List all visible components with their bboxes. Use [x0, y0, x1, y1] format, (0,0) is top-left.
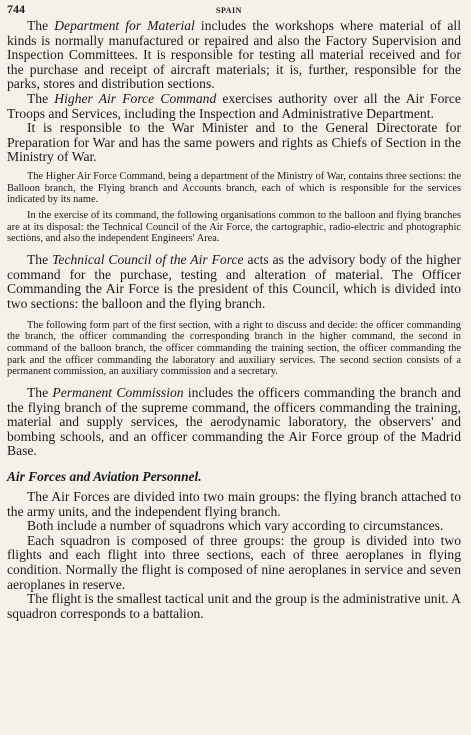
paragraph-tactical-unit: The flight is the smallest tactical unit and the group is the administrative unit. A squadron corresponds to a battalion.: [7, 591, 461, 621]
p2-body: exercises authority over all the Air Force Troops and Services, including the Inspection and Administrative Department.: [7, 90, 461, 121]
p4-lead: The: [27, 252, 53, 268]
running-title: SPAIN: [216, 6, 242, 15]
paragraph-higher-air-force-command: [7, 92, 461, 121]
p2-term: Higher Air Force Command: [54, 90, 217, 106]
p5-body: includes the officers commanding the branch and the flying branch of the supreme command, the officers commanding the training, material and supply services, the aerodynamic laboratory, the observers' and bombing schools, and an officer commanding the Air Force group of the Madrid Base.: [7, 385, 461, 459]
p4-body: acts as the advisory body of the higher command for the purchase, testing and alteration of material. The Officer Commanding the Air Force is the president of this Council, which is divided into two sections: the balloon and the flying branch.: [7, 252, 461, 311]
paragraph-squadron-composition: Each squadron is composed of three groups: the group is divided into two flights and each flight into three sections, each of three aeroplanes in flying condition. Normally the flight is composed of nine aeroplanes in service and seven aeroplanes in reserve.: [7, 532, 461, 592]
p5-term: Permanent Commission: [52, 385, 184, 401]
section-heading: Air Forces and Aviation Personnel.: [7, 469, 202, 485]
p2-lead: The: [27, 90, 55, 106]
note-first-section: The following form part of the first section, with a right to discuss and decide: the officer commanding the branch, the officer commanding the corresponding branch in the higher command, the second in command of the balloon branch, the officer commanding the training section, the officer commanding the park and the officer commanding the laboratory and auxiliary services. The second section consists of a permanent commission, an auxiliary commission and a secretary.: [7, 319, 461, 378]
page-number: 744: [7, 2, 25, 16]
note-common-organisations: In the exercise of its command, the following organisations common to the balloon and flying branches are at its disposal: the Technical Council of the Air Force, the cartographic, radio-electric and photographic sections, and also the independent Engineers' Area.: [7, 210, 461, 245]
paragraph-air-forces-groups: The Air Forces are divided into two main groups: the flying branch attached to the army units, and the independent flying branch.: [7, 489, 461, 519]
paragraph-technical-council: [7, 253, 461, 311]
p1-term: Department for Material: [54, 18, 195, 33]
p1-body: includes the workshops where material of all kinds is normally manufactured or repaired and also the Factory Supervision and Inspection Committees. It is responsible for testing all material received and for the purchase and receipt of aircraft materials; it is, further, responsible for the parks, stores and distribution sections.: [7, 18, 461, 92]
note-higher-command-sections: The Higher Air Force Command, being a department of the Ministry of War, contains three sections: the Balloon branch, the Flying branch and Accounts branch, each of which is responsible for the services indicated by its name.: [7, 170, 461, 206]
paragraph-responsibility: It is responsible to the War Minister and to the General Directorate for Preparation for War and has the same powers and rights as Chiefs of Section in the Ministry of War.: [7, 120, 461, 165]
p1-lead: The: [27, 18, 55, 33]
page-header: [7, 2, 461, 19]
paragraph-permanent-commission: [7, 386, 461, 459]
p5-lead: The: [27, 385, 53, 401]
p4-term: Technical Council of the Air Force: [52, 252, 244, 268]
paragraph-department-for-material: [7, 19, 461, 92]
paragraph-squadrons: Both include a number of squadrons which vary according to circumstances.: [27, 518, 444, 534]
